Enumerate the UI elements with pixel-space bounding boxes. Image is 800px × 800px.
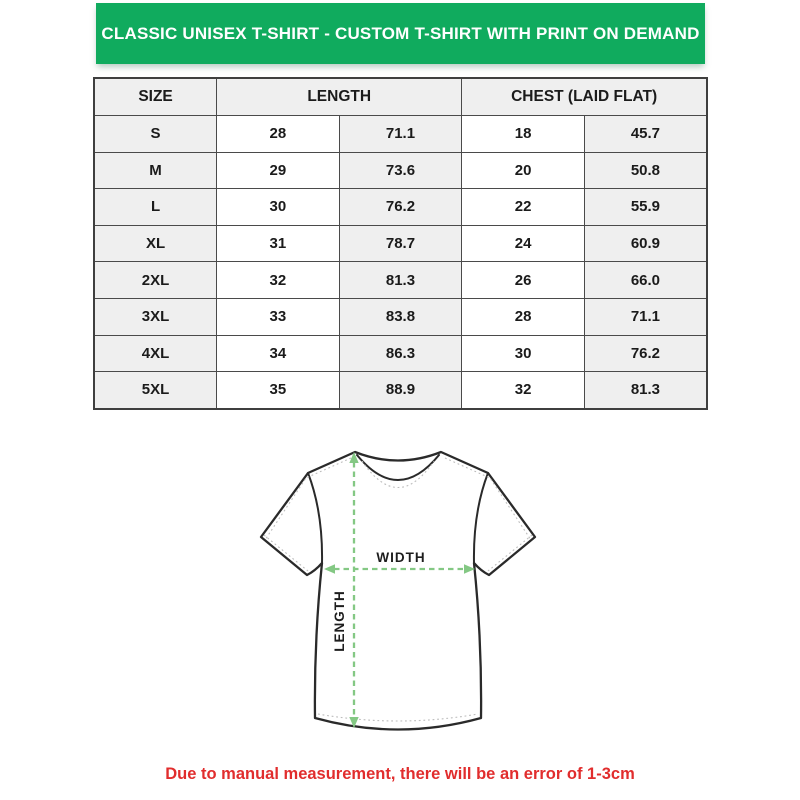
- value-cell: 32: [217, 262, 340, 299]
- value-cell: 78.7: [339, 225, 462, 262]
- value-cell: 29: [217, 152, 340, 189]
- value-cell: 83.8: [339, 298, 462, 335]
- value-cell: 30: [462, 335, 585, 372]
- value-cell: 73.6: [339, 152, 462, 189]
- value-cell: 76.2: [584, 335, 707, 372]
- size-cell: 4XL: [94, 335, 217, 372]
- header-row: [94, 78, 707, 116]
- table-row: [94, 335, 707, 372]
- tshirt-measurement-diagram: [240, 430, 560, 750]
- value-cell: 33: [217, 298, 340, 335]
- table-row: [94, 298, 707, 335]
- size-cell: 3XL: [94, 298, 217, 335]
- value-cell: 66.0: [584, 262, 707, 299]
- value-cell: 34: [217, 335, 340, 372]
- value-cell: 88.9: [339, 372, 462, 409]
- value-cell: 26: [462, 262, 585, 299]
- value-cell: 76.2: [339, 189, 462, 226]
- value-cell: 81.3: [339, 262, 462, 299]
- column-header-length: LENGTH: [217, 78, 462, 116]
- size-cell: L: [94, 189, 217, 226]
- size-cell: 5XL: [94, 372, 217, 409]
- value-cell: 60.9: [584, 225, 707, 262]
- value-cell: 20: [462, 152, 585, 189]
- value-cell: 24: [462, 225, 585, 262]
- table-row: [94, 116, 707, 153]
- column-header-size: SIZE: [94, 78, 217, 116]
- size-chart-header: [94, 78, 707, 116]
- tshirt-outline: [261, 452, 535, 730]
- value-cell: 81.3: [584, 372, 707, 409]
- value-cell: 22: [462, 189, 585, 226]
- length-label: LENGTH: [332, 590, 347, 652]
- size-chart-table: [93, 77, 708, 410]
- value-cell: 32: [462, 372, 585, 409]
- value-cell: 30: [217, 189, 340, 226]
- size-cell: 2XL: [94, 262, 217, 299]
- width-label: WIDTH: [376, 550, 426, 565]
- size-cell: S: [94, 116, 217, 153]
- measurement-error-note: Due to manual measurement, there will be an error of 1-3cm: [165, 765, 635, 783]
- value-cell: 50.8: [584, 152, 707, 189]
- value-cell: 55.9: [584, 189, 707, 226]
- table-row: [94, 152, 707, 189]
- size-table-body: [94, 116, 707, 409]
- value-cell: 45.7: [584, 116, 707, 153]
- size-cell: M: [94, 152, 217, 189]
- table-row: [94, 225, 707, 262]
- value-cell: 71.1: [339, 116, 462, 153]
- value-cell: 18: [462, 116, 585, 153]
- column-header-chest: CHEST (LAID FLAT): [462, 78, 707, 116]
- value-cell: 35: [217, 372, 340, 409]
- value-cell: 31: [217, 225, 340, 262]
- table-row: [94, 372, 707, 409]
- table-row: [94, 189, 707, 226]
- value-cell: 86.3: [339, 335, 462, 372]
- page-title: CLASSIC UNISEX T-SHIRT - CUSTOM T-SHIRT WITH PRINT ON DEMAND: [101, 23, 700, 43]
- size-cell: XL: [94, 225, 217, 262]
- table-row: [94, 262, 707, 299]
- value-cell: 71.1: [584, 298, 707, 335]
- value-cell: 28: [217, 116, 340, 153]
- title-banner: [96, 3, 705, 64]
- value-cell: 28: [462, 298, 585, 335]
